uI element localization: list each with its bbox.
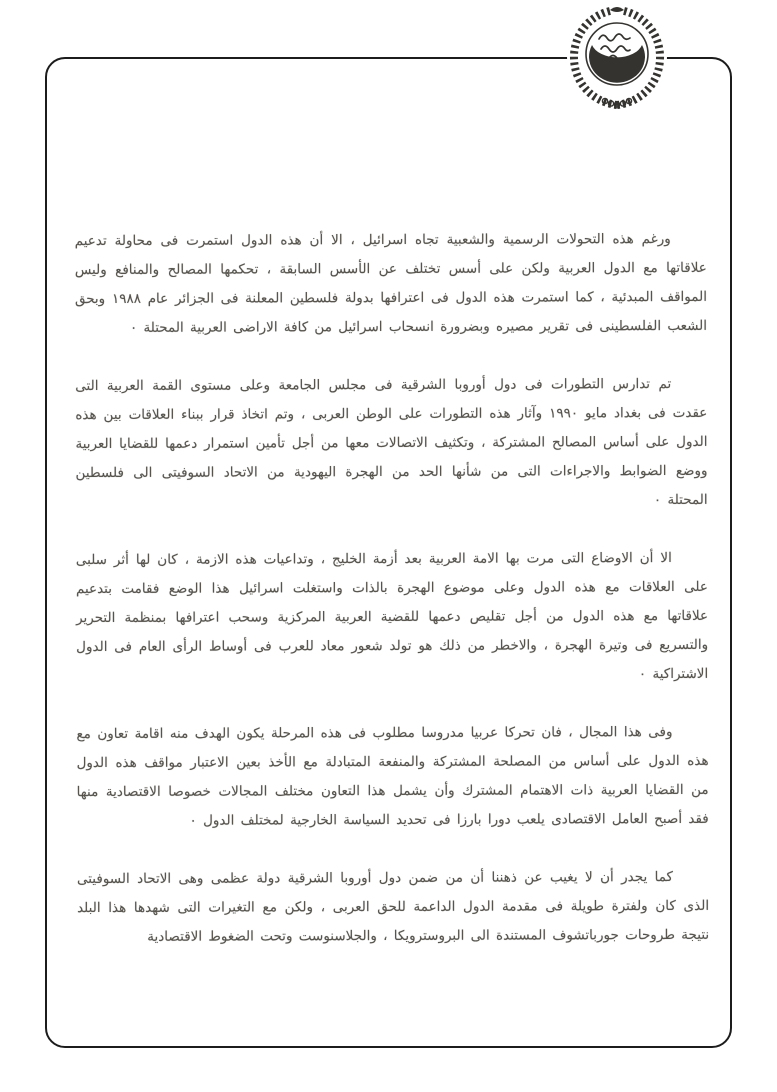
paragraph-4: وفى هذا المجال ، فان تحركا عربيا مدروسا مطلوب فى هذه المرحلة يكون الهدف منه اقامة تعاون مع هذه الدول على أساس من المصلحة المشتركة والمنفعة المتبادلة مع الأخذ بعين الاعتبار مواقف هذه الدول من القضايا العربية ذات الاهتمام المشترك وأن يشمل هذا التعاون مختلف المجالات خصوصا الاقتصادية منها فقد أصبح العامل الاقتصادى يلعب دورا بارزا فى تحديد السياسة الخارجية لمختلف الدول ٠ xyxy=(76,724,709,829)
arab-league-seal-icon xyxy=(565,5,669,109)
arab-league-emblem xyxy=(565,5,669,109)
paragraph-3: الا أن الاوضاع التى مرت بها الامة العربية بعد أزمة الخليج ، وتداعيات هذه الازمة ، كان لها أثر سلبى على العلاقات مع هذه الدول وعلى موضوع الهجرة بالذات واستغلت اسرائيل هذا الوضع فقامت بتدعيم علاقاتها مع هذه الدول من أجل تقليص دعمها للقضية العربية المركزية وسحب اعترافها بمنظمة التحرير والتسريع فى وتيرة الهجرة ، والاخطر من ذلك هو تولد شعور معاد للعرب فى أوساط الرأى العام فى الدول الاشتراكية ٠ xyxy=(75,550,709,683)
paragraph-1: ورغم هذه التحولات الرسمية والشعبية تجاه اسرائيل ، الا أن هذه الدول استمرت فى محاولة تدعيم علاقاتها مع الدول العربية ولكن على أسس تختلف عن الأسس السابقة ، تحكمها المصالح والمنافع وليس المواقف المبدئية ، كما استمرت هذه الدول فى اعترافها بدولة فلسطين المعلنة فى الجزائر عام ١٩٨٨ وبحق الشعب الفلسطينى فى تقرير مصيره وبضرورة انسحاب اسرائيل من كافة الاراضى العربية المحتلة ٠ xyxy=(74,231,708,336)
paragraph-2: تم تدارس التطورات فى دول أوروبا الشرقية فى مجلس الجامعة وعلى مستوى القمة العربية التى عقدت فى بغداد مايو ١٩٩٠ وآثار هذه التطورات على الوطن العربى ، وتم اتخاذ قرار ببناء العلاقات بين هذه الدول على أساس المصالح المشتركة ، وتكثيف الاتصالات معها من أجل تأمين استمرار دعمها للقضايا العربية ووضع الضوابط والاجراءات التى من شأنها الحد من الهجرة اليهودية من الاتحاد السوفيتى الى فلسطين المحتلة ٠ xyxy=(75,376,708,509)
document-body xyxy=(75,225,710,981)
paragraph-5: كما يجدر أن لا يغيب عن ذهننا أن من ضمن دول أوروبا الشرقية دولة عظمى وهى الاتحاد السوفيتى الذى كان ولفترة طويلة فى مقدمة الدول الداعمة للحق العربى ، ولكن مع التغيرات التى شهدها هذا البلد نتيجة طروحات جورباتشوف المستندة الى البروسترويكا ، والجلاسنوست وتحت الضغوط الاقتصادية xyxy=(76,869,710,945)
